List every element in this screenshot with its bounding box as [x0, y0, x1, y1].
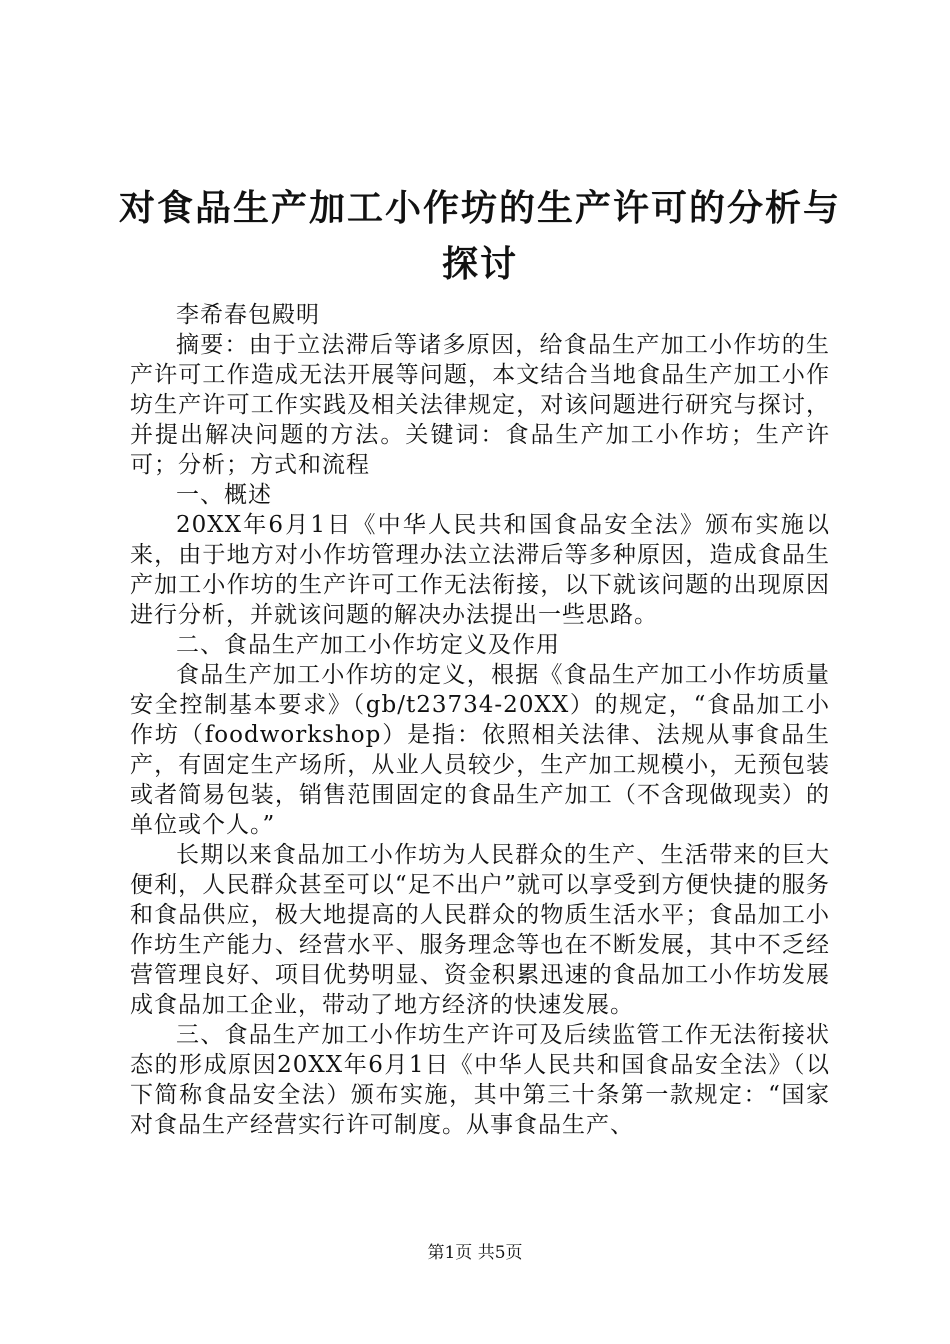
- paragraph-benefits: 长期以来食品加工小作坊为人民群众的生产、生活带来的巨大便利，人民群众甚至可以“足不出户”就可以享受到方便快捷的服务和食品供应，极大地提高的人民群众的物质生活水平；食品加工小作坊生产能力、经营水平、服务理念等也在不断发展，其中不乏经营管理良好、项目优势明显、资金积累迅速的食品加工小作坊发展成食品加工企业，带动了地方经济的快速发展。: [130, 842, 830, 1018]
- author-line: 李希春包殿明: [176, 302, 320, 328]
- paragraph-definition: 食品生产加工小作坊的定义，根据《食品生产加工小作坊质量安全控制基本要求》（gb/t23734-20XX）的规定，“食品加工小作坊（foodworkshop）是指：依照相关法律、法规从事食品生产，有固定生产场所，从业人员较少，生产加工规模小，无预包装或者简易包装，销售范围固定的食品生产加工（不含现做现卖）的单位或个人。”: [130, 662, 830, 838]
- paragraph-overview: 20XX年6月1日《中华人民共和国食品安全法》颁布实施以来，由于地方对小作坊管理办法立法滞后等多种原因，造成食品生产加工小作坊的生产许可工作无法衔接，以下就该问题的出现原因进行分析，并就该问题的解决办法提出一些思路。: [130, 512, 830, 628]
- abstract-paragraph: 摘要：由于立法滞后等诸多原因，给食品生产加工小作坊的生产许可工作造成无法开展等问题，本文结合当地食品生产加工小作坊生产许可工作实践及相关法律规定，对该问题进行研究与探讨，并提出解决问题的方法。关键词：食品生产加工小作坊；生产许可；分析；方式和流程: [130, 332, 830, 478]
- document-body: [130, 300, 830, 1140]
- document-title: 对食品生产加工小作坊的生产许可的分析与探讨: [118, 187, 841, 285]
- paragraph-section-three: 三、食品生产加工小作坊生产许可及后续监管工作无法衔接状态的形成原因20XX年6月1日《中华人民共和国食品安全法》（以下简称食品安全法）颁布实施，其中第三十条第一款规定：“国家对食品生产经营实行许可制度。从事食品生产、: [130, 1022, 830, 1138]
- page-number-footer: 第1页 共5页: [427, 1243, 523, 1263]
- section-heading-definition: 二、食品生产加工小作坊定义及作用: [176, 632, 560, 658]
- section-heading-overview: 一、概述: [176, 482, 272, 508]
